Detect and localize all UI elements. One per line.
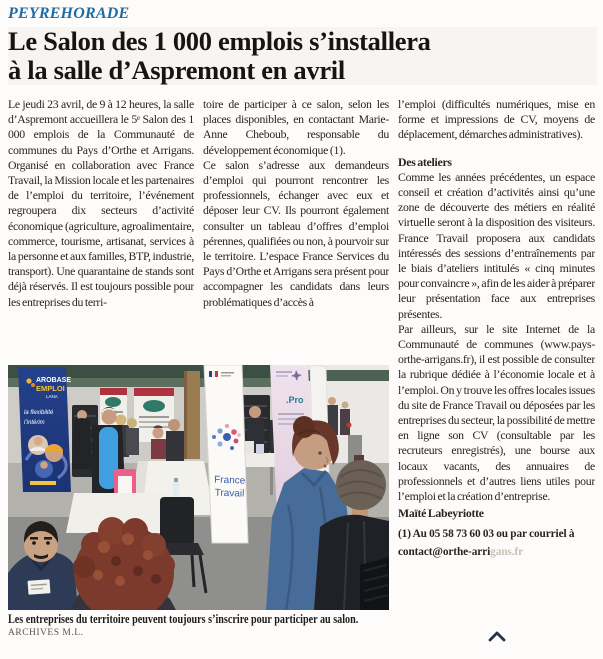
arobase-banner-word-3: LANA — [46, 394, 58, 399]
paragraph: Le jeudi 23 avril, de 9 à 12 heures, la salle d’Aspremont accueillera le 5ᵉ Salon des 1 000 emplois de la Communauté de communes du Pays d’Orthe et Arrigans. Organisé en collaboration avec France Travail, la Mission locale et les partenaires de l’emploi du territoire, l’événement regroupera dix secteurs d’activité économique (agriculture, agroalimentaire, commerce, tourisme, artisanat, services à la personne et aux familles, BTP, industrie, transport). Une quarantaine de stands sont déjà réservés. Il est toujours possible pour les entreprises du terri- — [8, 97, 194, 309]
article-column-3 — [398, 97, 595, 655]
article-subhead: Des ateliers — [398, 154, 452, 169]
article-footnote — [398, 525, 595, 561]
chevron-up-icon — [486, 629, 508, 645]
arobase-banner-word-1: AROBASE — [36, 377, 72, 384]
section-kicker: PEYREHORADE — [8, 5, 130, 22]
scroll-top-button[interactable] — [486, 629, 508, 645]
arobase-banner-word-2: EMPLOI — [36, 384, 65, 393]
france-travail-banner — [204, 365, 248, 543]
paragraph: Par ailleurs, sur le site Internet de la Communauté de communes (www.pays-orthe-arrigans.fr), il est possible de consulter la rubrique dédiée à l’économie locale et à l’emploi. On y trouve les offres locales issues du site de France Travail ou déposées par les entreprises du secteur, la possibilité de mettre en ligne son CV (consultable par les recruteurs enregistrés), une bourse aux locaux vacants, des annuaires de professionnels et d’autres liens utiles pour l’emploi et la création d’entreprise. — [398, 321, 595, 504]
photo-scene — [8, 365, 389, 610]
footnote-email-faded: gans.fr — [490, 546, 524, 559]
photo-caption: Les entreprises du territoire peuvent toujours s’inscrire pour participer au salon. — [8, 611, 359, 626]
paragraph: Ce salon s’adresse aux demandeurs d’emploi qui pourront rencontrer les professionnels, échanger avec eux et déposer leur CV. Ils pourront également consulter un tableau d’offres d’emploi pérennes, qualifiées ou non, à pourvoir sur le territoire. L’espace France Services du Pays d’Orthe et Arrigans sera présent pour accompagner les candidats dans leurs problématiques d’accès à — [203, 157, 389, 309]
footnote-email: contact@orthe-arri — [398, 546, 491, 559]
pro-banner-label: .Pro — [286, 395, 304, 405]
headline-line-2: à la salle d’Aspremont en avril — [8, 55, 345, 85]
headline-line-1: Le Salon des 1 000 emplois s’installera — [8, 26, 431, 56]
article-byline: Maïté Labeyriotte — [398, 506, 484, 521]
paragraph: toire de participer à ce salon, selon les places disponibles, en contactant Marie-Anne Cheboub, responsable du développement économique (1). — [203, 97, 389, 157]
arobase-banner-tagline-1: la flexibilité — [24, 410, 54, 416]
article-column-2 — [203, 97, 389, 363]
paragraph: Comme les années précédentes, un espace conseil et création d’activités ainsi qu’une zone de découverte des métiers en réalité virtuelle seront à la disposition des visiteurs. France Travail proposera aux candidats intéressés des sessions d’entraînements par le biais d’ateliers intitulés « cinq minutes pour convaincre », afin de les aider à préparer leur présentation face aux entreprises présentes. — [398, 169, 595, 321]
arobase-banner-tagline-2: l’intérim — [24, 420, 45, 426]
article-headline — [8, 27, 597, 85]
footnote-phone: (1) Au 05 58 73 60 03 ou par courriel à — [398, 528, 575, 541]
article-column-1 — [8, 97, 194, 363]
paragraph: l’emploi (difficultés numériques, mise en forme et impressions de CV, moyens de déplacement, démarches administratives). — [398, 97, 595, 142]
france-travail-word-1: France — [213, 474, 246, 487]
article-photo — [8, 365, 389, 610]
france-travail-word-2: Travail — [214, 487, 245, 500]
photo-credit: ARCHIVES M.L. — [8, 628, 84, 638]
arobase-banner — [18, 367, 71, 492]
